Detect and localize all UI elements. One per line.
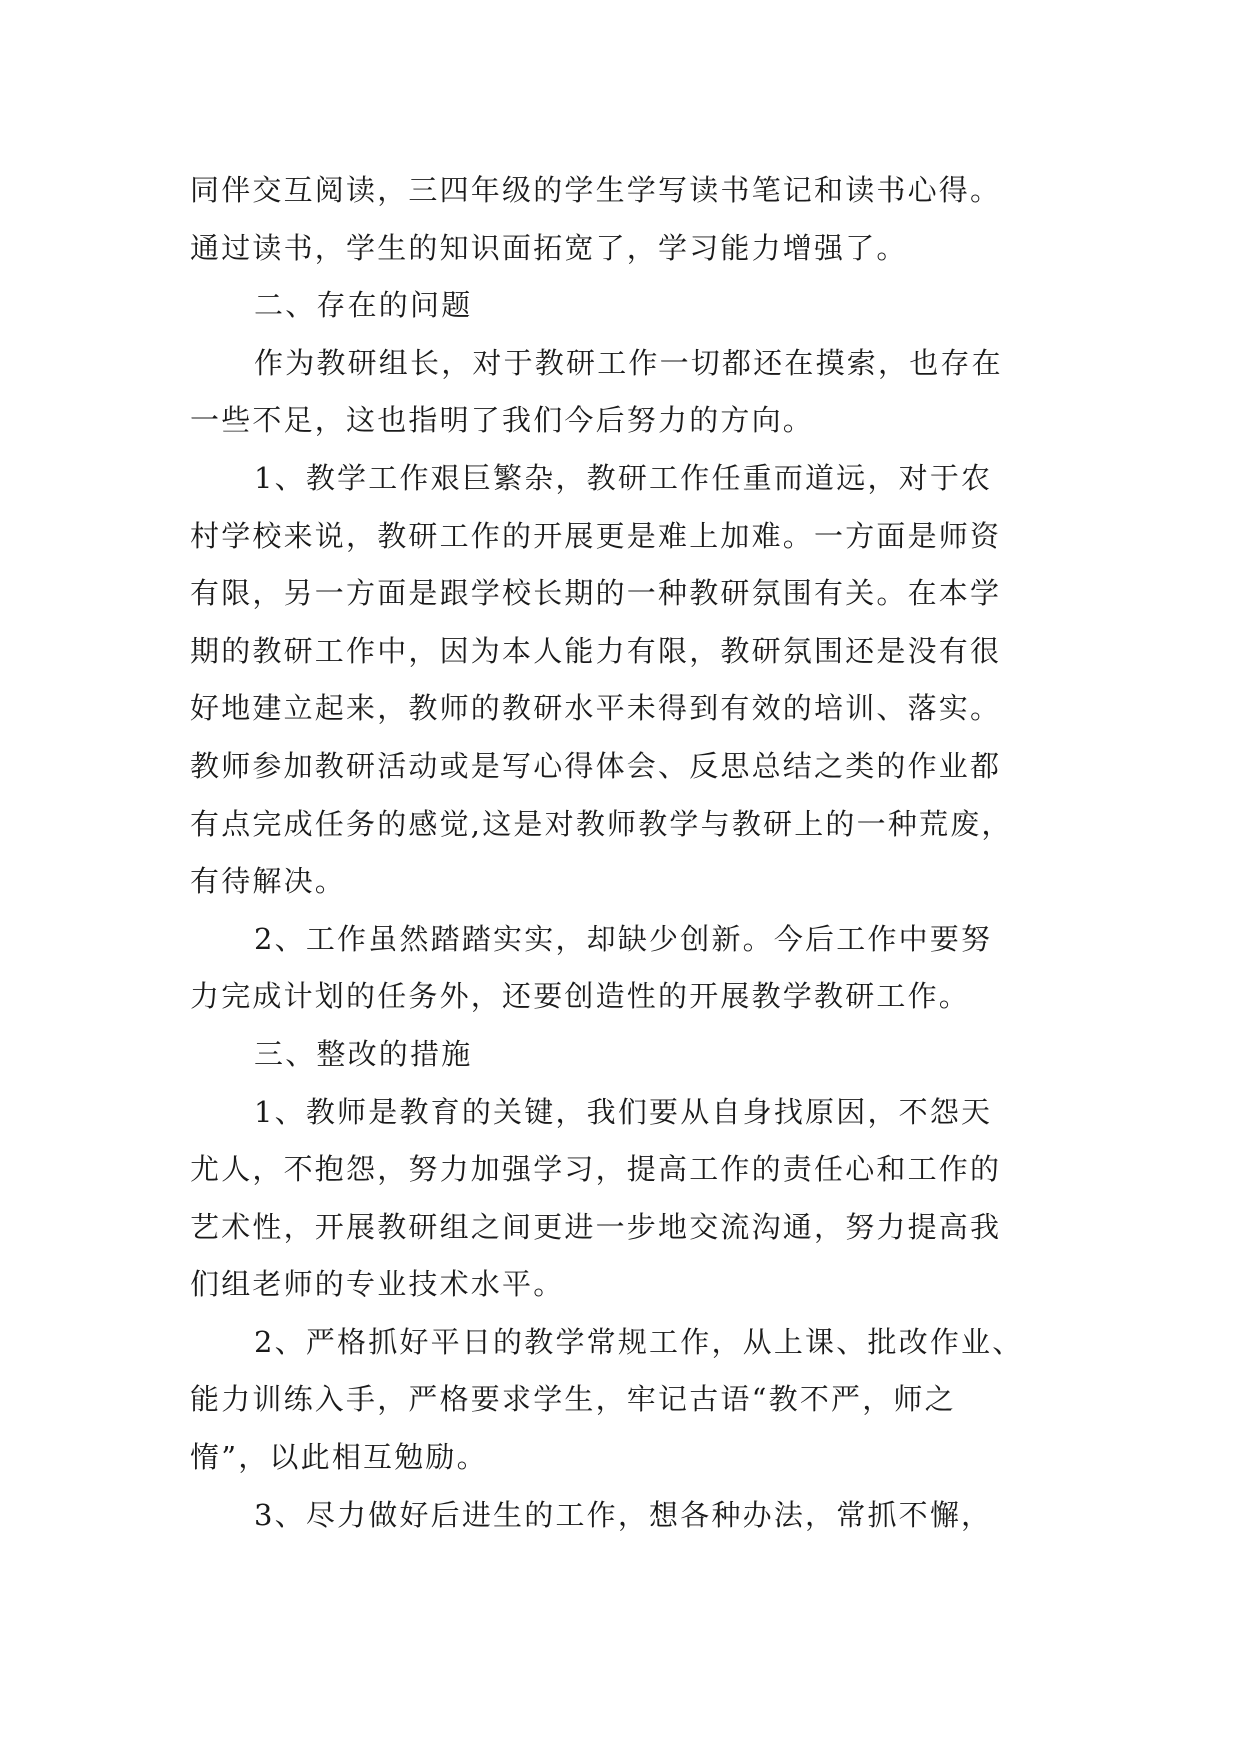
text-line: 惰”，以此相互勉励。 [190, 1440, 488, 1475]
section-heading: 二、存在的问题 [254, 288, 473, 323]
text-line: 能力训练入手，严格要求学生，牢记古语“教不严，师之 [190, 1382, 956, 1417]
document-body [190, 162, 1080, 1544]
text-line: 有点完成任务的感觉,这是对教师教学与教研上的一种荒废， [190, 806, 1013, 841]
text-line: 好地建立起来，教师的教研水平未得到有效的培训、落实。 [190, 691, 1002, 726]
text-line: 有限，另一方面是跟学校长期的一种教研氛围有关。在本学 [190, 576, 1002, 611]
text-line: 教师参加教研活动或是写心得体会、反思总结之类的作业都 [190, 748, 1002, 783]
text-line: 3、尽力做好后进生的工作，想各种办法，常抓不懈， [254, 1497, 993, 1532]
text-line: 力完成计划的任务外，还要创造性的开展教学教研工作。 [190, 979, 971, 1014]
section-heading: 三、整改的措施 [254, 1036, 473, 1071]
text-line: 2、严格抓好平日的教学常规工作，从上课、批改作业、 [254, 1324, 1024, 1359]
text-line: 村学校来说，教研工作的开展更是难上加难。一方面是师资 [190, 518, 1002, 553]
text-line: 有待解决。 [190, 864, 347, 899]
text-line: 2、工作虽然踏踏实实，却缺少创新。今后工作中要努 [254, 921, 993, 956]
text-line: 一些不足，这也指明了我们今后努力的方向。 [190, 403, 815, 438]
text-line: 通过读书，学生的知识面拓宽了，学习能力增强了。 [190, 230, 908, 265]
text-line: 1、教学工作艰巨繁杂，教研工作任重而道远，对于农 [254, 460, 993, 495]
text-line: 同伴交互阅读，三四年级的学生学写读书笔记和读书心得。 [190, 173, 1002, 207]
text-line: 艺术性，开展教研组之间更进一步地交流沟通，努力提高我 [190, 1209, 1002, 1244]
text-line: 1、教师是教育的关键，我们要从自身找原因，不怨天 [254, 1094, 993, 1129]
text-line: 尤人，不抱怨，努力加强学习，提高工作的责任心和工作的 [190, 1152, 1002, 1187]
text-line: 期的教研工作中，因为本人能力有限，教研氛围还是没有很 [190, 633, 1002, 668]
text-line: 作为教研组长，对于教研工作一切都还在摸索，也存在 [254, 345, 1003, 380]
text-line: 们组老师的专业技术水平。 [190, 1267, 565, 1302]
